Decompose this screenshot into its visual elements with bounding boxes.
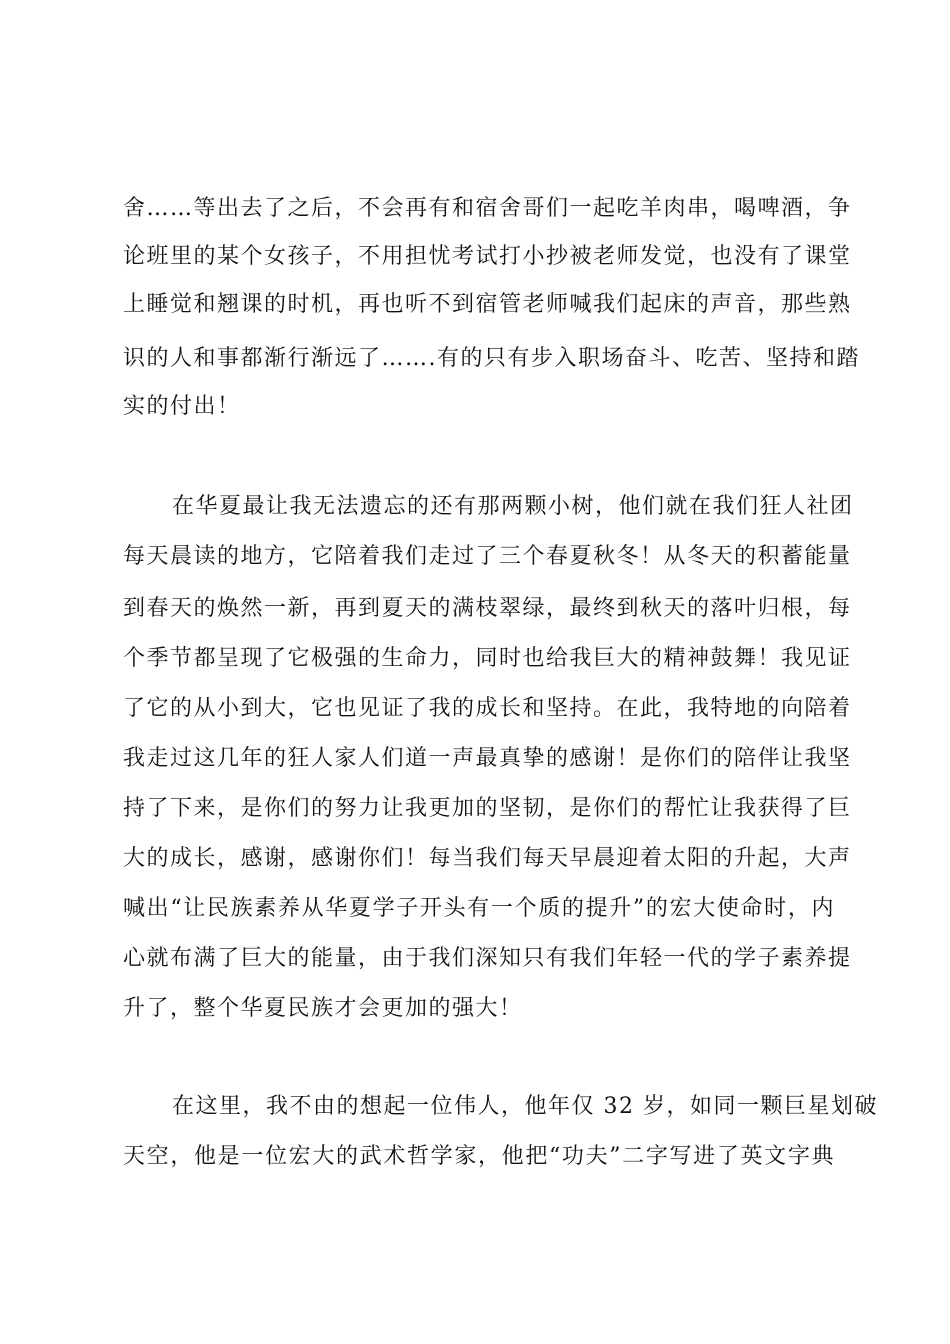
paragraph-2-line-2: 每天晨读的地方，它陪着我们走过了三个春夏秋冬！从冬天的积蓄能量 [123,544,852,569]
paragraph-2-line-10: 心就布满了巨大的能量，由于我们深知只有我们年轻一代的学子素养提 [123,946,852,971]
paragraph-1-line-3: 上睡觉和翘课的时机，再也听不到宿管老师喊我们起床的声音，那些熟 [123,292,852,317]
paragraph-3-line-1: 在这里，我不由的想起一位伟人，他年仅 32 岁，如同一颗巨星划破 [172,1094,878,1119]
paragraph-2-line-5: 了它的从小到大，它也见证了我的成长和坚持。在此，我特地的向陪着 [123,696,852,721]
paragraph-2-line-4: 个季节都呈现了它极强的生命力，同时也给我巨大的精神鼓舞！我见证 [123,646,852,671]
paragraph-1-line-1: 舍……等出去了之后，不会再有和宿舍哥们一起吃羊肉串，喝啤酒，争 [123,196,852,221]
paragraph-1-line-4: 识的人和事都渐行渐远了…….有的只有步入职场奋斗、吃苦、坚持和踏 [123,346,860,371]
paragraph-2-line-3: 到春天的焕然一新，再到夏天的满枝翠绿，最终到秋天的落叶归根，每 [123,596,852,621]
paragraph-2-line-6: 我走过这几年的狂人家人们道一声最真挚的感谢！是你们的陪伴让我坚 [123,746,852,771]
paragraph-2-line-9: 喊出“让民族素养从华夏学子开头有一个质的提升”的宏大使命时，内 [123,896,835,921]
paragraph-2-line-11: 升了，整个华夏民族才会更加的强大！ [123,996,523,1021]
paragraph-2-line-7: 持了下来，是你们的努力让我更加的坚韧，是你们的帮忙让我获得了巨 [123,796,852,821]
paragraph-2-line-8: 大的成长，感谢，感谢你们！每当我们每天早晨迎着太阳的升起，大声 [123,846,852,871]
paragraph-1-line-2: 论班里的某个女孩子，不用担忧考试打小抄被老师发觉，也没有了课堂 [123,244,852,269]
paragraph-3-line-2: 天空，他是一位宏大的武术哲学家，他把“功夫”二字写进了英文字典 [123,1144,835,1169]
paragraph-2-line-1: 在华夏最让我无法遗忘的还有那两颗小树，他们就在我们狂人社团 [172,494,854,519]
paragraph-1-line-5: 实的付出！ [123,394,241,419]
